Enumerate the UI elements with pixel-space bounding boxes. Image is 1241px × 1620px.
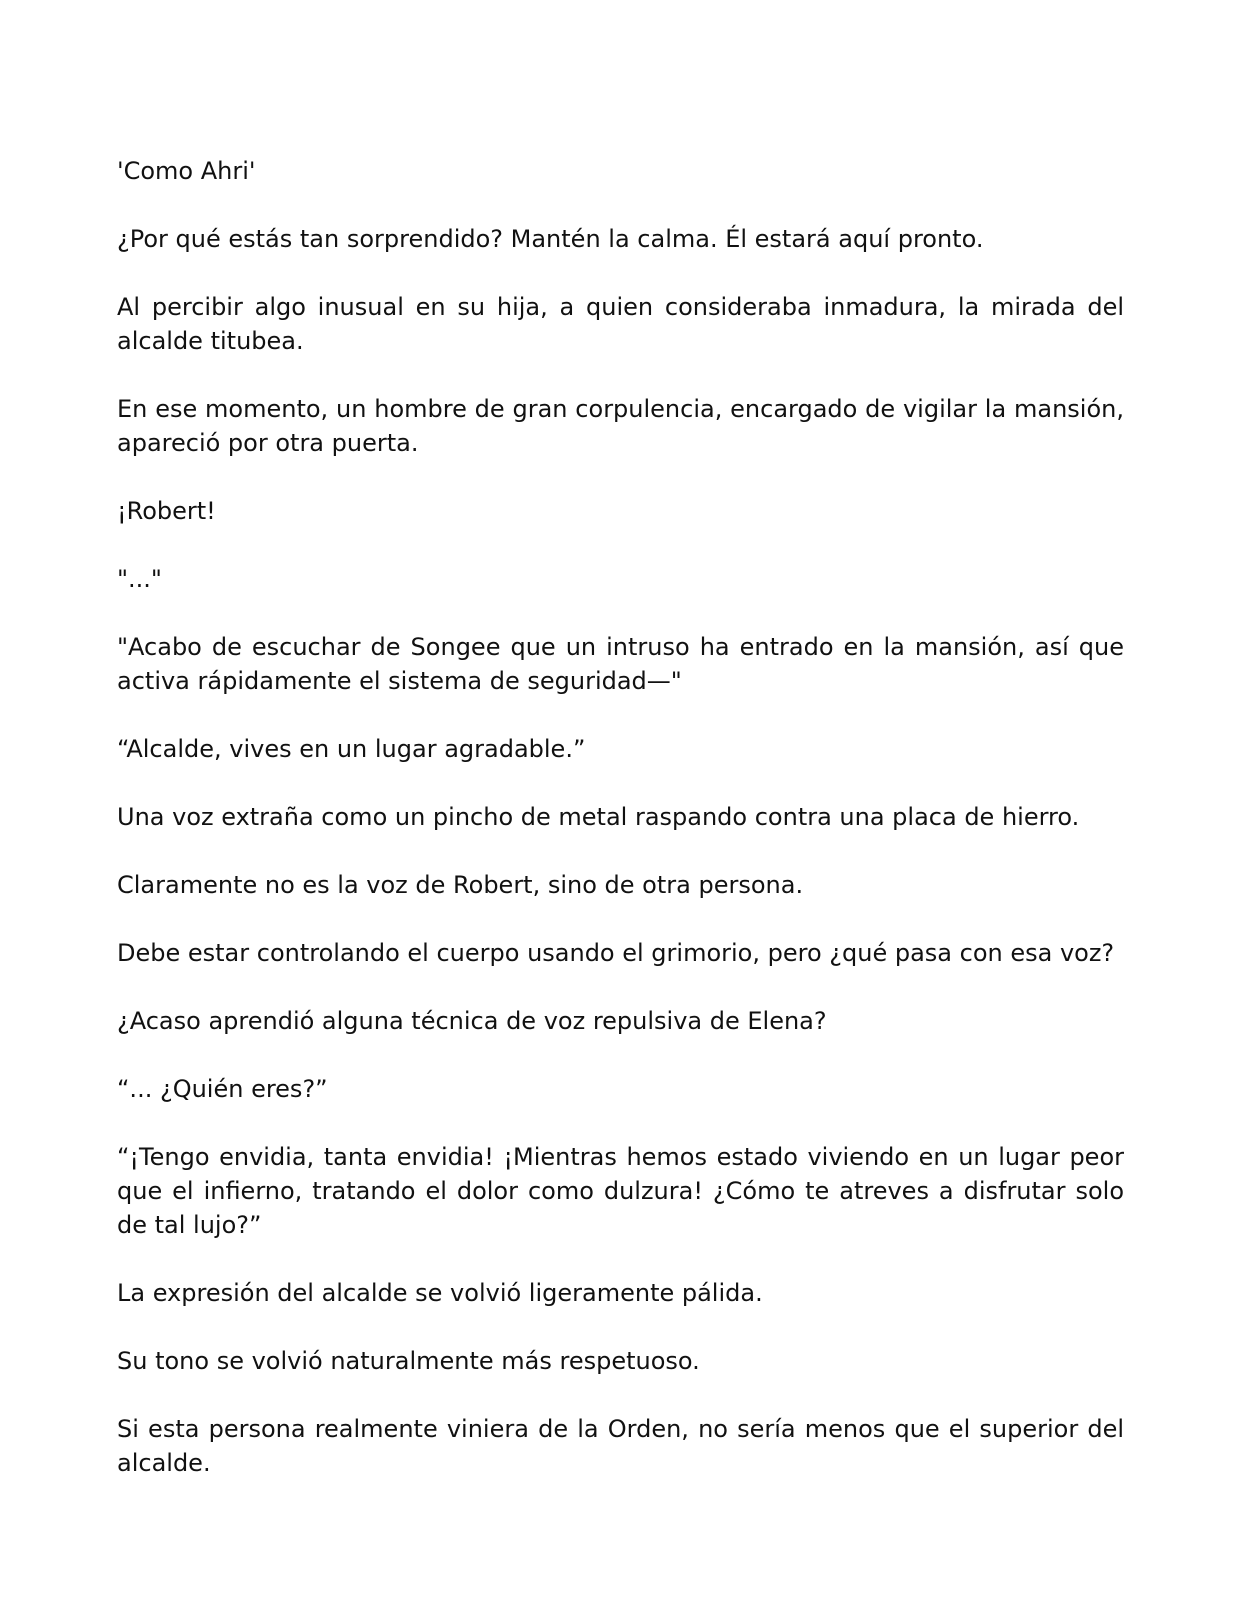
paragraph: Claramente no es la voz de Robert, sino de otra persona. <box>117 871 804 899</box>
paragraph: “¡Tengo envidia, tanta envidia! ¡Mientras hemos estado viviendo en un lugar peor que el infierno, tratando el dolor como dulzura! ¿Cómo te atreves a disfrutar solo de tal lujo?” <box>117 1143 1124 1239</box>
paragraph: En ese momento, un hombre de gran corpulencia, encargado de vigilar la mansión, apareció por otra puerta. <box>117 395 1124 457</box>
paragraph: Su tono se volvió naturalmente más respetuoso. <box>117 1347 700 1375</box>
paragraph: Al percibir algo inusual en su hija, a quien consideraba inmadura, la mirada del alcalde titubea. <box>117 293 1124 355</box>
paragraph: "..." <box>117 565 162 593</box>
paragraph: Si esta persona realmente viniera de la Orden, no sería menos que el superior del alcalde. <box>117 1415 1124 1477</box>
paragraph: La expresión del alcalde se volvió ligeramente pálida. <box>117 1279 763 1307</box>
paragraph: Una voz extraña como un pincho de metal raspando contra una placa de hierro. <box>117 803 1080 831</box>
paragraph: ¡Robert! <box>117 497 216 525</box>
paragraph-chapter-title: 'Como Ahri' <box>117 157 256 185</box>
document-body <box>117 154 1124 1514</box>
paragraph: Debe estar controlando el cuerpo usando el grimorio, pero ¿qué pasa con esa voz? <box>117 939 1115 967</box>
paragraph: “Alcalde, vives en un lugar agradable.” <box>117 735 586 763</box>
paragraph: ¿Por qué estás tan sorprendido? Mantén la calma. Él estará aquí pronto. <box>117 225 984 253</box>
paragraph: “... ¿Quién eres?” <box>117 1075 328 1103</box>
paragraph: ¿Acaso aprendió alguna técnica de voz repulsiva de Elena? <box>117 1007 827 1035</box>
paragraph: "Acabo de escuchar de Songee que un intruso ha entrado en la mansión, así que activa rápidamente el sistema de seguridad—" <box>117 633 1124 695</box>
